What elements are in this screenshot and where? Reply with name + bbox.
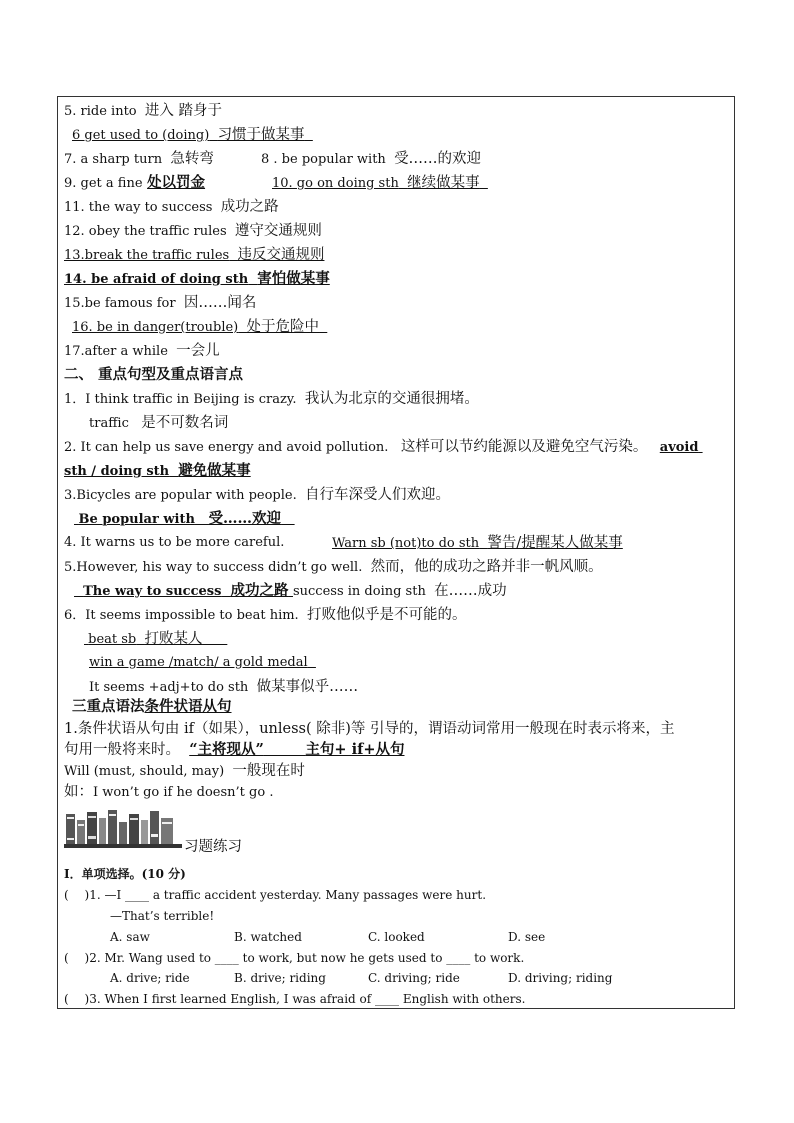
vocab-item-14: 14. be afraid of doing sth 害怕做某事 bbox=[64, 270, 330, 287]
sentence-6-note-2: win a game /match/ a gold medal bbox=[89, 655, 308, 670]
question-1-option-c[interactable]: C. looked bbox=[368, 930, 425, 944]
vocab-item-6: 6 get used to (doing) 习惯于做某事 bbox=[72, 127, 305, 143]
question-1-option-a[interactable]: A. saw bbox=[110, 930, 150, 944]
section-2-heading: 二、 重点句型及重点语言点 bbox=[64, 366, 244, 383]
grammar-paragraph-line-2: 句用一般将来时。 “主将现从” 主句+ if+从句 bbox=[64, 741, 405, 758]
sentence-1: 1．I think traffic in Beijing is crazy. 我认为北京的交通很拥堵。 bbox=[64, 391, 479, 407]
answer-blank-3[interactable]: ( ) bbox=[64, 992, 90, 1006]
sentence-3: 3.Bicycles are popular with people. 自行车深受人们欢迎。 bbox=[64, 487, 450, 503]
question-1-option-b[interactable]: B. watched bbox=[234, 930, 302, 944]
vocab-item-8: 8 . be popular with 受……的欢迎 bbox=[261, 151, 482, 167]
question-2-option-c[interactable]: C. driving; ride bbox=[368, 971, 460, 985]
question-2-option-d[interactable]: D. driving; riding bbox=[508, 971, 613, 985]
sentence-4-note: Warn sb (not)to do sth 警告/提醒某人做某事 bbox=[332, 535, 623, 551]
exercise-banner-label: 习题练习 bbox=[184, 839, 242, 855]
question-2-option-b[interactable]: B. drive; riding bbox=[234, 971, 326, 985]
vocab-item-9: 9. get a fine 处以罚金 bbox=[64, 174, 206, 191]
answer-blank-1[interactable]: ( ) bbox=[64, 888, 90, 902]
sentence-6-note-1: beat sb 打败某人 bbox=[88, 631, 203, 647]
answer-blank-2[interactable]: ( ) bbox=[64, 951, 90, 965]
question-1-reply: —That’s terrible! bbox=[110, 909, 215, 923]
question-2-option-a[interactable]: A. drive; ride bbox=[110, 971, 190, 985]
vocab-item-10: 10. go on doing sth 继续做某事 bbox=[272, 175, 480, 191]
vocab-item-5: 5. ride into 进入 踏身于 bbox=[64, 103, 223, 119]
sentence-6-note-3: It seems +adj+to do sth 做某事似乎…… bbox=[89, 679, 359, 695]
vocab-item-13: 13.break the traffic rules 违反交通规则 bbox=[64, 247, 325, 263]
sentence-6: 6．It seems impossible to beat him. 打败他似乎是不可能的。 bbox=[64, 607, 467, 623]
question-3: ( )3. When I first learned English, I was afraid of ____ English with others. bbox=[64, 992, 526, 1006]
vocab-item-16: 16. be in danger(trouble) 处于危险中 bbox=[72, 319, 320, 335]
question-2: ( )2. Mr. Wang used to ____ to work, but now he gets used to ____ to work. bbox=[64, 951, 525, 965]
grammar-example: 如：I won’t go if he doesn’t go . bbox=[64, 784, 274, 800]
section-3-heading: 三重点语法条件状语从句 bbox=[72, 698, 232, 715]
books-banner-icon bbox=[64, 808, 184, 848]
question-1: ( )1. —I ____ a traffic accident yesterday. Many passages were hurt. bbox=[64, 888, 487, 902]
vocab-item-7: 7. a sharp turn 急转弯 bbox=[64, 151, 214, 167]
exercise-part-title: Ⅰ．单项选择。(10 分) bbox=[64, 867, 186, 881]
sentence-1-note: traffic 是不可数名词 bbox=[89, 415, 229, 431]
sentence-3-note: Be popular with 受……欢迎 bbox=[78, 510, 282, 527]
vocab-item-15: 15.be famous for 因……闻名 bbox=[64, 295, 257, 311]
sentence-5: 5.However, his way to success didn’t go well. 然而，他的成功之路并非一帆风顺。 bbox=[64, 559, 603, 575]
sentence-4: 4. It warns us to be more careful. bbox=[64, 535, 285, 550]
grammar-tense-line: Will (must, should, may) 一般现在时 bbox=[64, 763, 305, 779]
grammar-paragraph-line-1: 1.条件状语从句由 if（如果），unless( 除非)等 引导的，谓语动词常用一般现在时表示将来，主 bbox=[64, 721, 675, 737]
vocab-item-11: 11. the way to success 成功之路 bbox=[64, 199, 279, 215]
sentence-5-note: The way to success 成功之路 success in doing sth 在……成功 bbox=[83, 582, 507, 599]
sentence-2: 2. It can help us save energy and avoid pollution. 这样可以节约能源以及避免空气污染。 avoid bbox=[64, 439, 699, 455]
vocab-item-17: 17.after a while 一会儿 bbox=[64, 343, 220, 359]
vocab-item-12: 12. obey the traffic rules 遵守交通规则 bbox=[64, 223, 322, 239]
question-1-option-d[interactable]: D. see bbox=[508, 930, 546, 944]
sentence-2-continued: sth / doing sth 避免做某事 bbox=[64, 462, 251, 479]
